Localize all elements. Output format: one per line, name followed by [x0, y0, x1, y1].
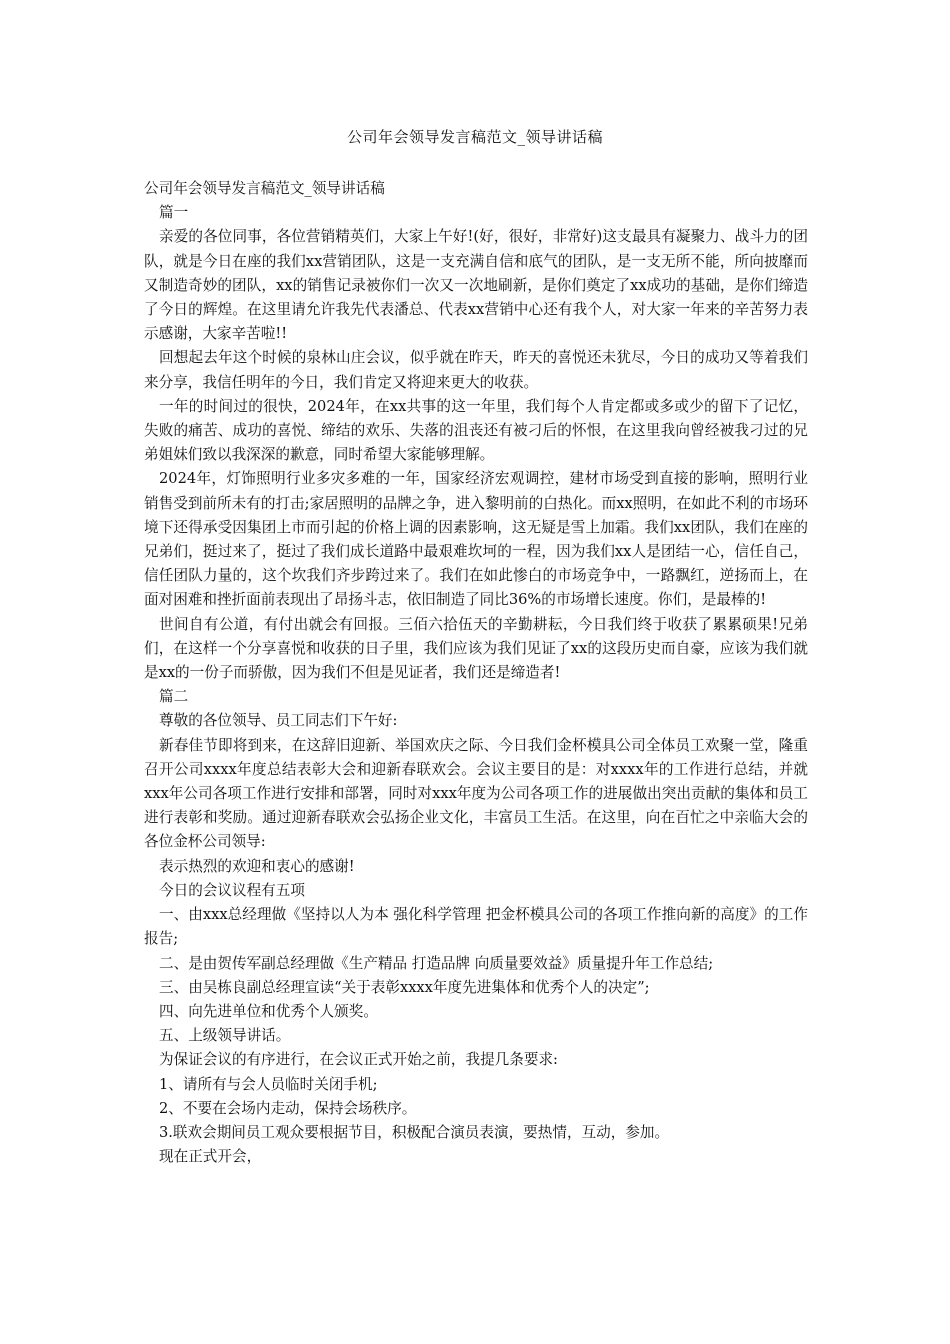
body-paragraph: 四、向先进单位和优秀个人颁奖。	[159, 1002, 378, 1020]
body-paragraph: 五、上级领导讲话。	[159, 1027, 291, 1045]
body-paragraph: 尊敬的各位领导、员工同志们下午好:	[159, 712, 398, 730]
body-paragraph: 篇二	[159, 688, 189, 706]
body-paragraph: 世间自有公道，有付出就会有回报。三佰六拾伍天的辛勤耕耘，今日我们终于收获了累累硕果!兄弟们，在这样一个分享喜悦和收获的日子里，我们应该为我们见证了xx的这段历史而自豪，应该为我们就是xx的一份子而骄傲，因为我们不但是见证者，我们还是缔造者!	[144, 615, 808, 682]
body-paragraph: 为保证会议的有序进行，在会议正式开始之前，我提几条要求:	[159, 1051, 558, 1069]
body-paragraph: 1、请所有与会人员临时关闭手机;	[159, 1075, 378, 1093]
body-paragraph: 一年的时间过的很快，2024年，在xx共事的这一年里，我们每个人肯定都或多或少的留下了记忆，失败的痛苦、成功的喜悦、缔结的欢乐、失落的沮丧还有被刁后的怀恨，在这里我向曾经被我刁过的兄弟姐妹们致以我深深的歉意，同时希望大家能够理解。	[144, 397, 808, 464]
body-paragraph: 篇一	[159, 204, 189, 222]
body-paragraph: 一、由xxx总经理做《坚持以人为本 强化科学管理 把金杯模具公司的各项工作推向新的高度》的工作报告;	[144, 906, 808, 948]
body-paragraph: 新春佳节即将到来，在这辞旧迎新、举国欢庆之际、今日我们金杯模具公司全体员工欢聚一堂，隆重召开公司xxxx年度总结表彰大会和迎新春联欢会。会议主要目的是：对xxxx年的工作进行总结，并就xxx年公司各项工作进行安排和部署，同时对xxx年度为公司各项工作的进展做出突出贡献的集体和员工进行表彰和奖励。通过迎新春联欢会弘扬企业文化，丰富员工生活。在这里，向在百忙之中亲临大会的各位金杯公司领导:	[144, 736, 808, 851]
body-paragraph: 今日的会议议程有五项	[159, 881, 305, 899]
body-paragraph: 二、是由贺传军副总经理做《生产精品 打造品牌 向质量要效益》质量提升年工作总结;	[159, 954, 714, 972]
body-paragraph: 公司年会领导发言稿范文_领导讲话稿	[144, 180, 385, 197]
document-title: 公司年会领导发言稿范文_领导讲话稿	[346, 128, 603, 146]
body-paragraph: 亲爱的各位同事，各位营销精英们，大家上午好!(好，很好，非常好)这支最具有凝聚力、战斗力的团队，就是今日在座的我们xx营销团队，这是一支充满自信和底气的团队，是一支无所不能，所向披靡而又制造奇妙的团队，xx的销售记录被你们一次又一次地刷新，是你们奠定了xx成功的基础，是你们缔造了今日的辉煌。在这里请允许我先代表潘总、代表xx营销中心还有我个人，对大家一年来的辛苦努力表示感谢，大家辛苦啦!!	[144, 228, 808, 343]
body-paragraph: 2、不要在会场内走动，保持会场秩序。	[159, 1099, 417, 1117]
body-paragraph: 3.联欢会期间员工观众要根据节目，积极配合演员表演，要热情，互动，参加。	[159, 1123, 670, 1141]
body-paragraph: 表示热烈的欢迎和衷心的感谢!	[159, 857, 355, 875]
body-paragraph: 三、由吴栋良副总经理宣读“关于表彰xxxx年度先进集体和优秀个人的决定”;	[159, 978, 650, 996]
document-body	[144, 177, 808, 1169]
body-paragraph: 2024年，灯饰照明行业多灾多难的一年，国家经济宏观调控，建材市场受到直接的影响，照明行业销售受到前所未有的打击;家居照明的品牌之争，进入黎明前的白热化。而xx照明，在如此不利的市场环境下还得承受因集团上市而引起的价格上调的因素影响，这无疑是雪上加霜。我们xx团队，我们在座的兄弟们，挺过来了，挺过了我们成长道路中最艰难坎坷的一程，因为我们xx人是团结一心，信任自己，信任团队力量的，这个坎我们齐步跨过来了。我们在如此惨白的市场竞争中，一路飘红，逆扬而上，在面对困难和挫折面前表现出了昂扬斗志，依旧制造了同比36%的市场增长速度。你们，是最棒的!	[144, 470, 808, 609]
body-paragraph: 回想起去年这个时候的泉林山庄会议，似乎就在昨天，昨天的喜悦还未犹尽，今日的成功又等着我们来分享，我信任明年的今日，我们肯定又将迎来更大的收获。	[144, 349, 808, 391]
body-paragraph: 现在正式开会，	[159, 1148, 262, 1166]
